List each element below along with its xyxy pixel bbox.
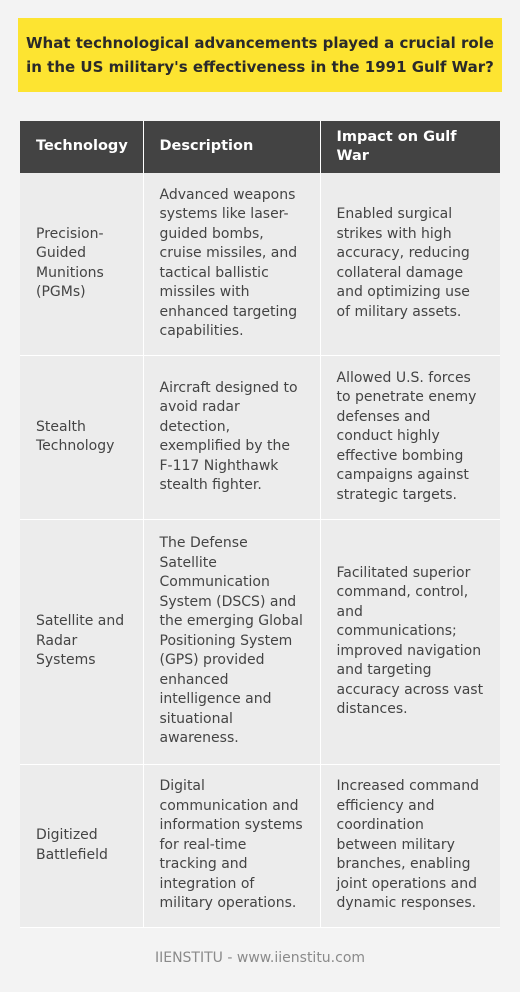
cell-technology: Satellite and Radar Systems [20, 519, 143, 764]
cell-description: Digital communication and information systems for real-time tracking and integration of military operations. [143, 764, 320, 927]
table-row [20, 764, 500, 927]
cell-impact: Increased command efficiency and coordination between military branches, enabling joint operations and dynamic responses. [320, 764, 500, 927]
table-row [20, 173, 500, 355]
cell-description: Aircraft designed to avoid radar detection, exemplified by the F-117 Nighthawk stealth fighter. [143, 355, 320, 519]
cell-technology: Stealth Technology [20, 355, 143, 519]
cell-technology: Precision-Guided Munitions (PGMs) [20, 173, 143, 355]
header-technology: Technology [20, 121, 143, 173]
header-impact: Impact on Gulf War [320, 121, 500, 173]
cell-description: Advanced weapons systems like laser-guided bombs, cruise missiles, and tactical ballistic missiles with enhanced targeting capabilities. [143, 173, 320, 355]
cell-impact: Facilitated superior command, control, and communications; improved navigation and targeting accuracy across vast distances. [320, 519, 500, 764]
table-header-row [20, 121, 500, 173]
table-row [20, 519, 500, 764]
cell-impact: Enabled surgical strikes with high accuracy, reducing collateral damage and optimizing use of military assets. [320, 173, 500, 355]
cell-technology: Digitized Battlefield [20, 764, 143, 927]
footer-credit: IIENSTITU - www.iienstitu.com [154, 950, 366, 966]
table-row [20, 355, 500, 519]
technology-table [20, 121, 500, 928]
header-description: Description [143, 121, 320, 173]
cell-description: The Defense Satellite Communication System (DSCS) and the emerging Global Positioning System (GPS) provided enhanced intelligence and situational awareness. [143, 519, 320, 764]
page-title: What technological advancements played a crucial role in the US military's effectiveness in the 1991 Gulf War? [18, 18, 502, 92]
cell-impact: Allowed U.S. forces to penetrate enemy defenses and conduct highly effective bombing campaigns against strategic targets. [320, 355, 500, 519]
